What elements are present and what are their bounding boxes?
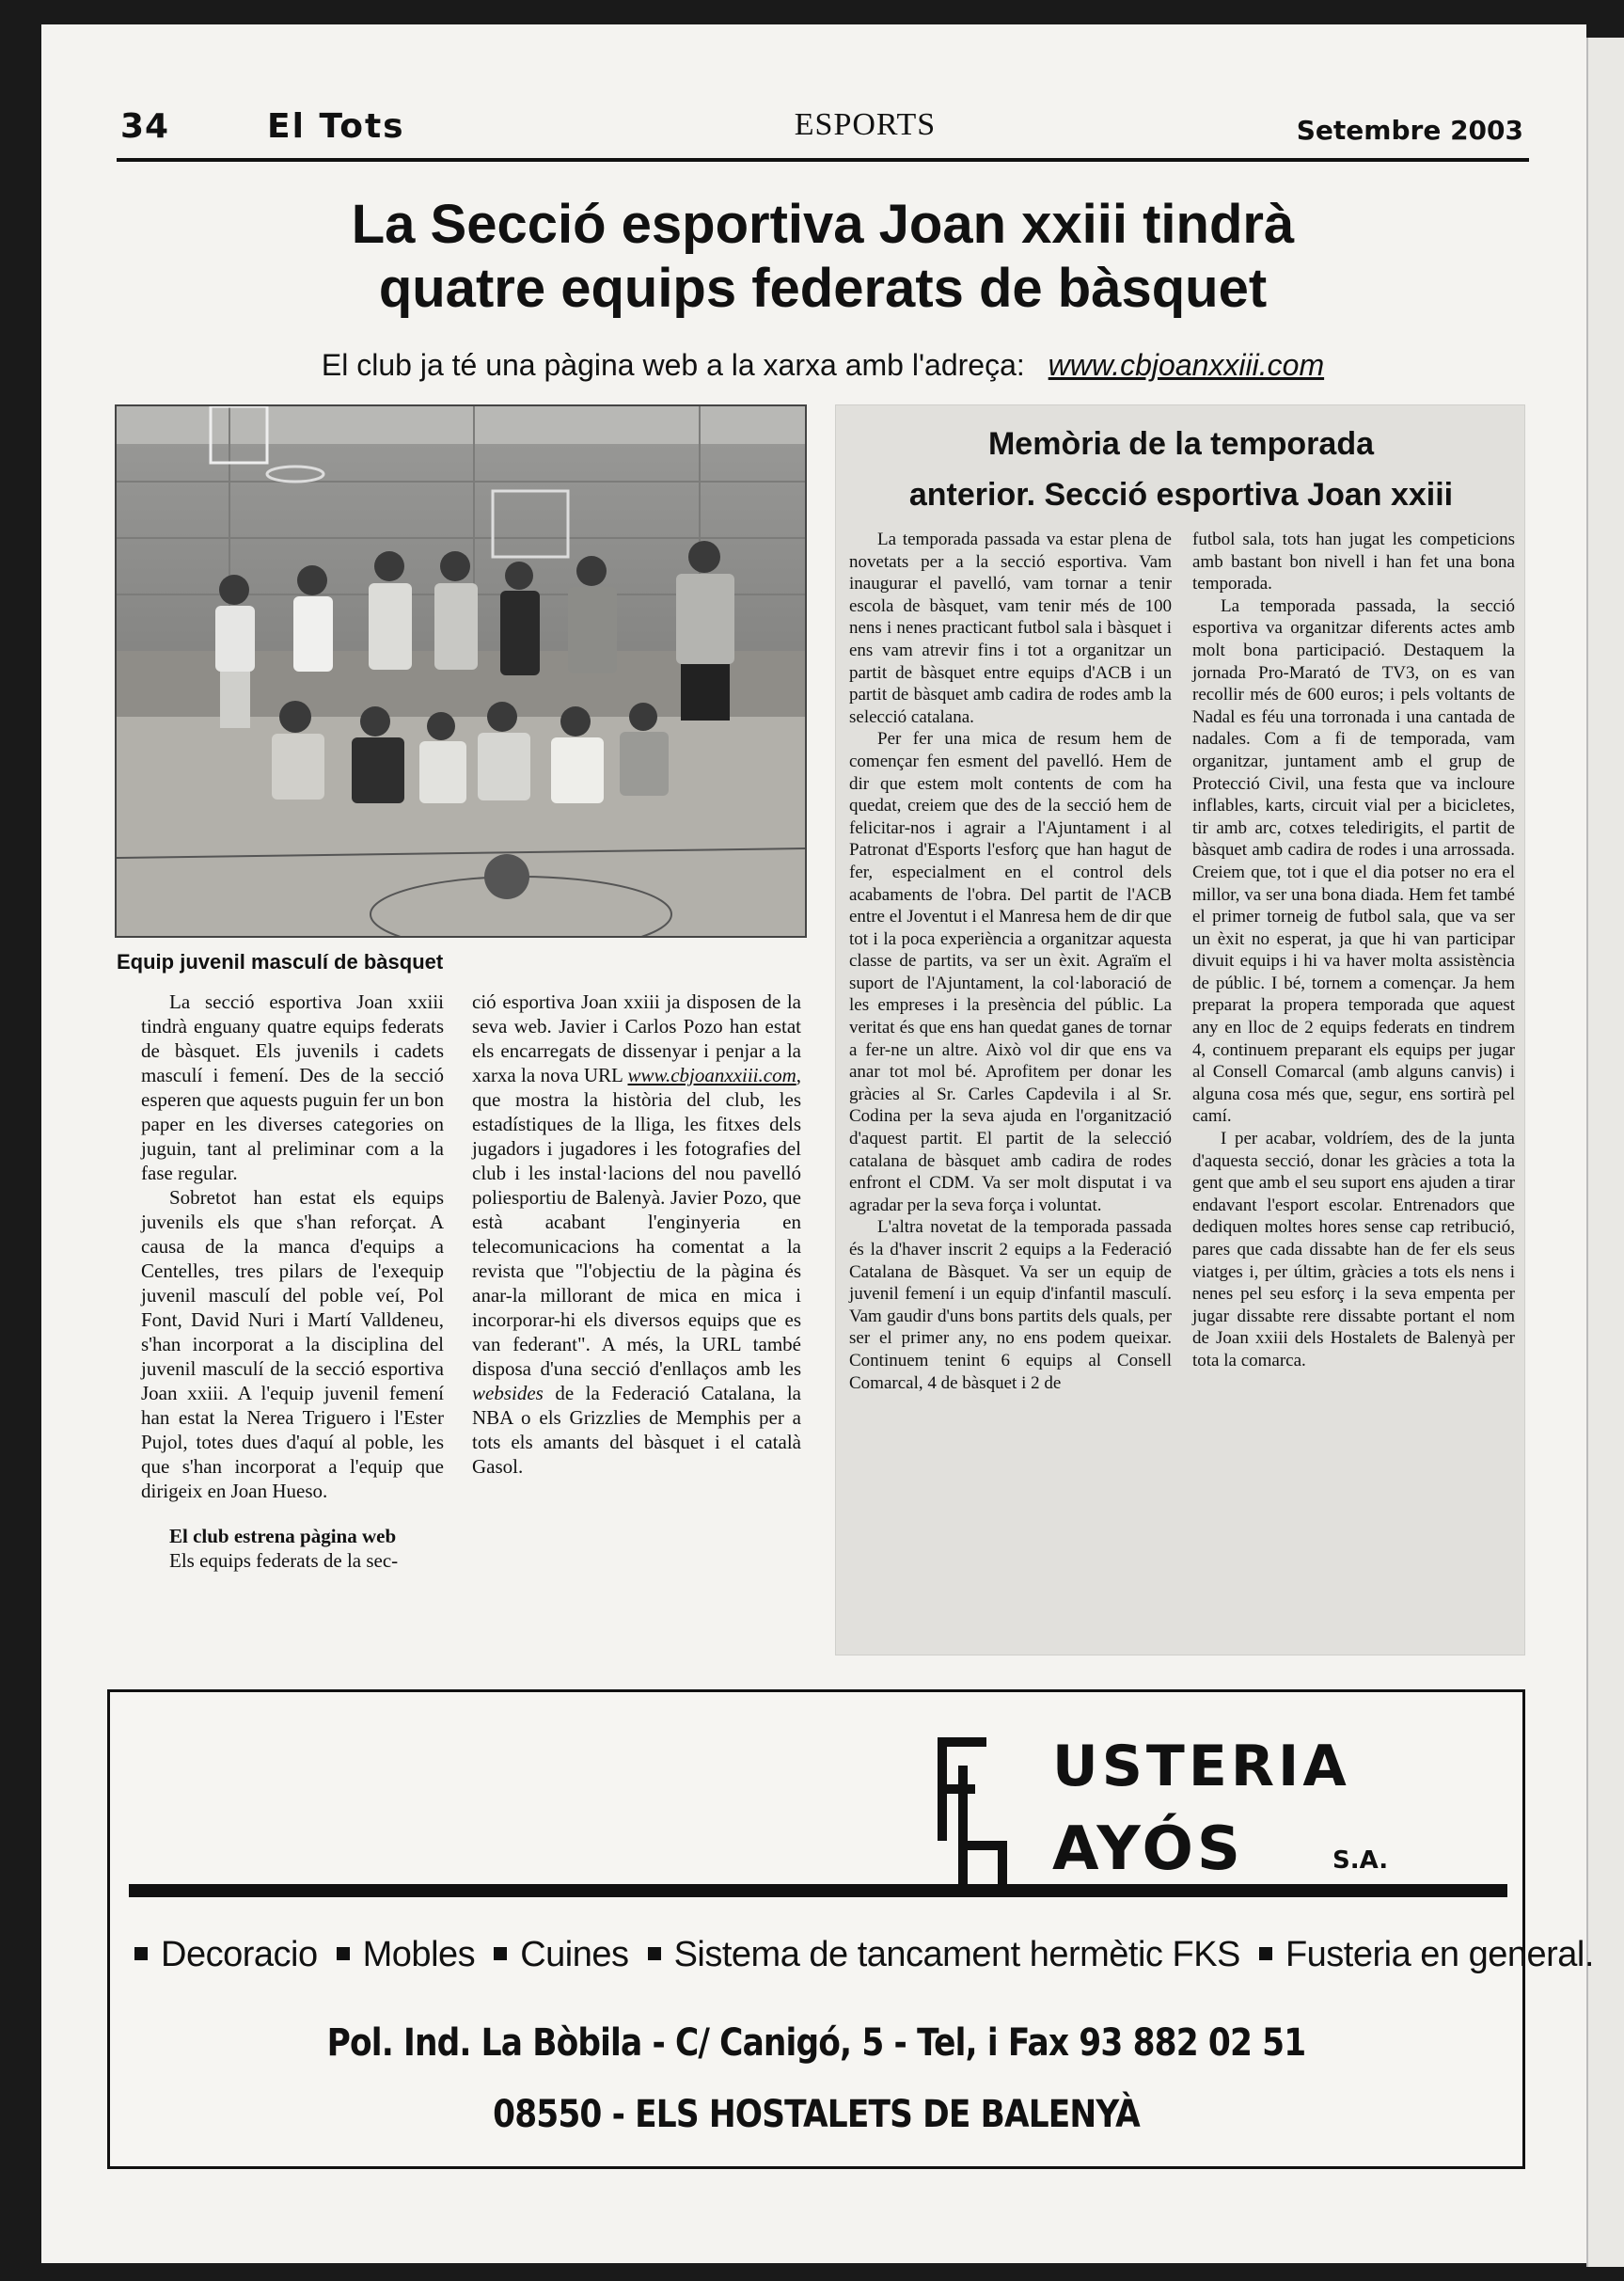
facing-page-edge: [1586, 38, 1624, 2267]
article-paragraph: Sobretot han estat els equips juvenils els que s'han reforçat. A causa de la manca d'equips a Centelles, tres pilars de l'exequip juvenil masculí del poble veí, Pol Font, David Nuri i Martí Valldeneu, s'han incorporat a la disciplina del juvenil masculí de la secció esportiva Joan xxiii. A l'equip juvenil femení han estat la Nerea Triguero i l'Ester Pujol, totes dues d'aquí al poble, les que s'han incorporat a l'equip que dirigeix en Joan Hueso.: [141, 1186, 444, 1502]
ad-address: Pol. Ind. La Bòbila - C/ Canigó, 5 - Tel, i Fax 93 882 02 51: [326, 2021, 1306, 2065]
sidebar-paragraph: futbol sala, tots han jugat les competicions amb bastant bon nivell i han fet una bona temporada.: [1192, 530, 1515, 594]
article-subhead: El club estrena pàgina web: [169, 1525, 397, 1547]
article-paragraph: [472, 990, 801, 1479]
subheadline-text: El club ja té una pàgina web a la xarxa amb l'adreça:: [321, 348, 1025, 382]
article-paragraph: Els equips federats de la sec-: [169, 1549, 399, 1572]
photo-caption: Equip juvenil masculí de bàsquet: [117, 950, 444, 974]
page-number: 34: [120, 107, 170, 146]
magazine-name: El Tots: [267, 107, 405, 146]
brand-name-line-1: USTERIA: [1052, 1734, 1350, 1799]
sidebar-title-line-2: anterior. Secció esportiva Joan xxiii: [908, 477, 1454, 513]
article-column-2: [472, 990, 801, 1479]
ad-divider-bar: [129, 1884, 1507, 1897]
sidebar-paragraph: La temporada passada, la secció esportiva va organitzar diferents actes amb molt bona participació. Destaquem la jornada Pro-Marató de TV3, on es van recollir més de 600 euros; i pels voltants de Nadal es féu una torronada i una cantada de nadales. Com a fi de temporada, vam organitzar, juntament amb el grup de Protecció Civil, una festa que va incloure inflables, karts, circuit vial per a bicicletes, tir amb arc, cotxes teledirigits, el partit de bàsquet amb cadira de rodes i una arrossada. Creiem que, tot i que el dia potser no era el millor, va ser una bona diada. Hem fet també el primer torneig de futbol sala, que va ser un èxit no esperat, ja que hi van participar divuit equips i hi va haver molta assistència de públic. I bé, tornem a començar. Ja hem preparat la propera temporada que aquest any en lloc de 2 equips federats en tindrem 4, continuem preparant els equips per jugar al Consell Comarcal (amb alguns canvis) i alguna cosa més que, segur, ens sortirà pel camí.: [1192, 595, 1515, 1127]
sidebar-paragraph: I per acabar, voldríem, des de la junta d'aquesta secció, donar les gràcies a tota la gent que amb el seu suport ens ajuden a tirar endavant l'esport escolar. Entrenadors que dediquen moltes hores sense cap retribució, pares que cada dissabte han de fer els seus viatges i, per últim, gràcies a tots els nens i nenes pel seu esforç i la seva empenta per jugar dissabte rere dissabte portant el nom de Joan xxiii dels Hostalets de Balenyà per tota la comarca.: [1192, 1129, 1515, 1370]
brand-suffix: S.A.: [1332, 1846, 1389, 1875]
subheadline-url[interactable]: www.cbjoanxxiii.com: [1048, 348, 1325, 382]
ad-city: 08550 - ELS HOSTALETS DE BALENYÀ: [493, 2093, 1140, 2136]
headline-line-1: La Secció esportiva Joan xxiii tindrà: [351, 194, 1295, 255]
italic-term: websides: [472, 1382, 544, 1404]
team-photo: [115, 404, 807, 938]
sidebar-title: [836, 419, 1526, 520]
service-item: Fusteria en general.: [1285, 1935, 1594, 1974]
bullet-square-icon: [648, 1947, 661, 1960]
paragraph-text: de la Federació Catalana, la NBA o els Grizzlies de Memphis per a tots els amants del bàsquet i el català Gasol.: [472, 1382, 801, 1478]
article-url-link[interactable]: www.cbjoanxxiii.com: [627, 1064, 796, 1086]
section-name: ESPORTS: [794, 107, 937, 142]
paragraph-text: , que mostra la història del club, les estadístiques de la lliga, les fitxes dels jugadors i jugadores i les fotografies del club i les instal·lacions del nou pavelló poliesportiu de Balenyà. Javier Pozo, que està acabant l'enginyeria en telecomunicacions ha comentat a la revista que "l'objectiu de la pàgina és anar-la millorant de mica en mica i incorporar-hi els diversos equips que es van federant". A més, la URL també disposa d'una secció d'enllaços amb les: [472, 1064, 801, 1380]
article-column-1: [141, 990, 444, 1573]
headline-line-2: quatre equips federats de bàsquet: [378, 258, 1268, 319]
bullet-square-icon: [1259, 1947, 1272, 1960]
service-item: Cuines: [520, 1935, 629, 1974]
bullet-square-icon: [134, 1947, 148, 1960]
paragraph-text: ció esportiva Joan xxiii ja disposen de la seva web. Javier i Carlos Pozo han estat els encarregats de dissenyar i penjar a la xarxa la nova URL: [472, 990, 801, 1086]
article-paragraph: La secció esportiva Joan xxiii tindrà enguany quatre equips federats de bàsquet. Els juvenils i cadets masculí i femení. Des de la secció esperen que aquests puguin fer un bon paper en les diverses categories on juguin, tant al preliminar com a la fase regular.: [141, 990, 444, 1184]
sidebar-title-line-1: Memòria de la temporada: [987, 426, 1374, 462]
team-photo-image: [117, 406, 807, 938]
page-header: [75, 88, 1525, 164]
sidebar-paragraph: Per fer una mica de resum hem de començar fen esment del pavelló. Hem de dir que estem molt contents de com ha quedat, creiem que des de la secció hem de felicitar-nos i agrair a l'Ajuntament i al Patronat d'Esports l'esforç que han hagut de fer, especialment en el control dels acabaments de l'obra. Del partit de l'ACB entre el Joventut i el Manresa hem de dir que tot i la poca experiència a organitzar aquesta classe de partits, va ser un èxit. Agraïm el suport de l'Ajuntament, la col·laboració de les empreses i la presència del públic. La veritat és que ens han quedat ganes de tornar a fer-ne un altre. Això vol dir que ens va anar tot mol bé. Aprofitem per donar les gràcies al Sr. Carles Capdevila i al Sr. Codina per la seva ajuda en l'organització d'aquest partit. El partit de la selecció catalana de bàsquet amb cadira de rodes enfront el CDM. Va ser molt disputat i va agradar per la seva força i voluntat.: [849, 729, 1172, 1215]
advertisement: [107, 1689, 1594, 2169]
sidebar-column-1: [849, 529, 1172, 1394]
issue-date: Setembre 2003: [1296, 115, 1523, 146]
service-item: Sistema de tancament hermètic FKS: [673, 1935, 1240, 1974]
sidebar-paragraph: L'altra novetat de la temporada passada és la d'haver inscrit 2 equips a la Federació Catalana de Bàsquet. Va ser un equip de juvenil femení i un equip d'infantil masculí. Vam gaudir d'uns bons partits dels quals, per ser el primer any, no ens podem queixar. Continuem tenint 6 equips al Consell Comarcal, 4 de bàsquet i 2 de: [849, 1217, 1172, 1393]
header-rule: [117, 158, 1529, 162]
services-list: [134, 1935, 1594, 1975]
bullet-square-icon: [494, 1947, 507, 1960]
brand-name-line-2: AYÓS: [1052, 1814, 1244, 1884]
article-subheadline: [117, 348, 1529, 383]
sidebar-column-2: [1192, 529, 1515, 1372]
sidebar-paragraph: La temporada passada va estar plena de novetats per a la secció esportiva. Vam inaugurar el pavelló, vam tornar a tenir escola de bàsquet, vam tenir més de 100 nens i nenes practicant futbol sala i bàsquet i ens vam atrevir fins i tot a organitzar un partit de bàsquet entre equips d'ACB i un partit de bàsquet amb cadira de rodes amb la selecció catalana.: [849, 530, 1172, 727]
service-item: Decoracio: [161, 1935, 318, 1974]
article-headline: [117, 193, 1529, 321]
bullet-square-icon: [337, 1947, 350, 1960]
service-item: Mobles: [362, 1935, 476, 1974]
